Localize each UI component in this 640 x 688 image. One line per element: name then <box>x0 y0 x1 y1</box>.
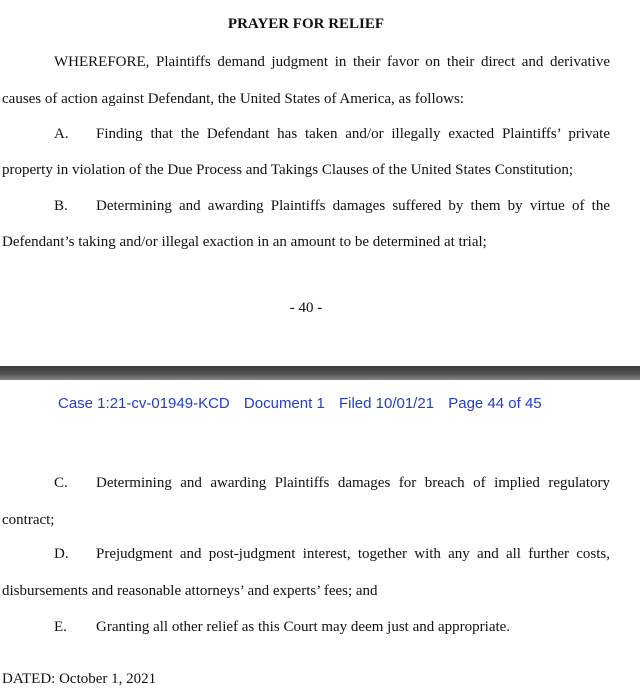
item-b-line-2: Defendant’s taking and/or illegal exaction in an amount to be determined at trial; <box>2 234 487 250</box>
item-marker-d: D. <box>54 546 69 562</box>
dated-line: DATED: October 1, 2021 <box>2 671 157 687</box>
document-number: Document 1 <box>243 395 325 412</box>
item-e-line-1: Granting all other relief as this Court may deem just and appropriate. <box>96 619 511 635</box>
intro-line-2: causes of action against Defendant, the United States of America, as follows: <box>2 91 464 107</box>
item-a-line-2: property in violation of the Due Process and Takings Clauses of the United States Constitution; <box>2 162 574 178</box>
item-d-line-2: disbursements and reasonable attorneys’ and experts’ fees; and <box>2 583 378 599</box>
document-page-bottom <box>0 380 640 686</box>
item-c-line-2: contract; <box>2 512 55 528</box>
page-indicator: Page 44 of 45 <box>448 395 542 412</box>
item-b-line-1: Determining and awarding Plaintiffs damages suffered by them by virtue of the <box>96 198 610 214</box>
item-marker-c: C. <box>54 475 68 491</box>
item-c-line-1: Determining and awarding Plaintiffs damages for breach of implied regulatory <box>96 475 610 491</box>
intro-line-1: WHEREFORE, Plaintiffs demand judgment in their favor on their direct and derivative <box>54 54 610 70</box>
section-heading: PRAYER FOR RELIEF <box>227 16 385 32</box>
item-marker-e: E. <box>54 619 67 635</box>
item-d-line-1: Prejudgment and post-judgment interest, together with any and all further costs, <box>96 546 610 562</box>
item-a-line-1: Finding that the Defendant has taken and/or illegally exacted Plaintiffs’ private <box>96 126 610 142</box>
item-marker-b: B. <box>54 198 68 214</box>
case-number: Case 1:21-cv-01949-KCD <box>58 395 230 412</box>
item-marker-a: A. <box>54 126 69 142</box>
filed-date: Filed 10/01/21 <box>338 395 435 412</box>
page-number: - 40 - <box>289 300 323 316</box>
page-separator <box>0 366 640 380</box>
